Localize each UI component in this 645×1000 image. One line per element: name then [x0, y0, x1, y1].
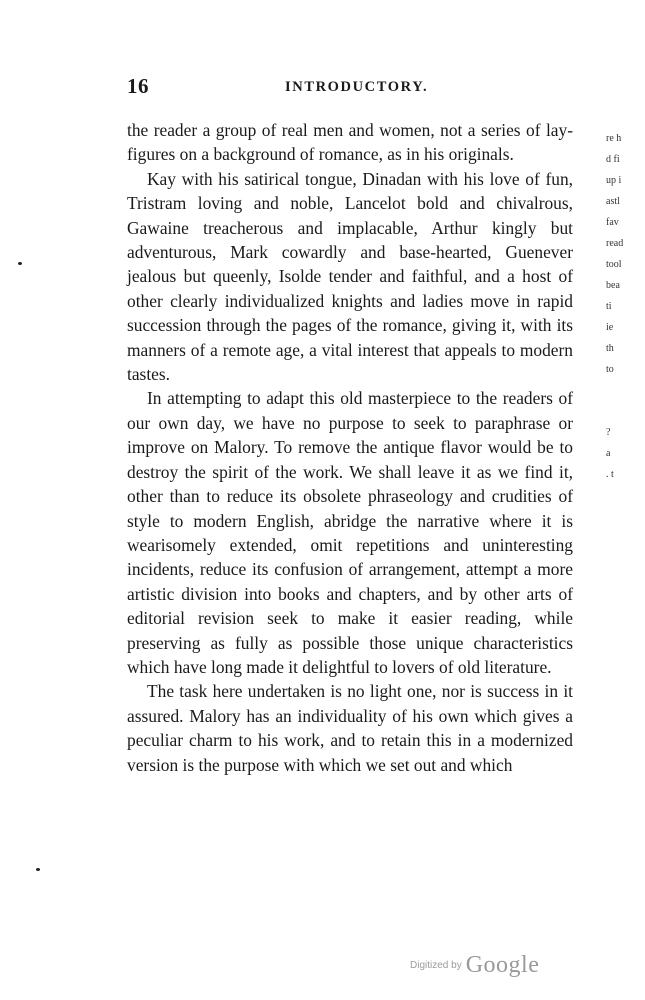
margin-fragment: bea: [606, 280, 620, 291]
margin-fragment: to: [606, 364, 614, 375]
margin-fragment: ie: [606, 322, 614, 333]
paragraph: In attempting to adapt this old masterpiece to the readers of our own day, we have no purpose to seek to paraphrase or improve on Malory. To remove the antique flavor would be to destroy the spirit of the work. We shall leave it as we find it, other than to reduce its obsolete phraseology and crudities of style to modern English, abridge the narrative where it is wearisomely extended, omit repetitions and uninteresting incidents, reduce its confusion of arrangement, attempt a more artistic division into books and chapters, and by other arts of editorial revision seek to make it easier reading, while preserving as fully as possible those unique characteristics which have long made it delightful to lovers of old literature.: [127, 388, 573, 677]
margin-fragment: up i: [606, 175, 622, 186]
running-head: INTRODUCTORY.: [285, 79, 429, 95]
watermark-prefix: Digitized by: [410, 960, 462, 971]
margin-fragment: . t: [606, 469, 614, 480]
page-number: 16: [127, 74, 149, 98]
margin-fragment: read: [606, 238, 624, 249]
scan-speck: [36, 868, 40, 871]
margin-fragment: ti: [606, 301, 612, 312]
margin-fragment: re h: [606, 133, 622, 144]
paragraph: The task here undertaken is no light one, nor is success in it assured. Malory has an individuality of his own which gives a peculiar charm to his work, and to retain this in a modernized version is the purpose with which we set out and which: [127, 681, 573, 775]
paragraph: the reader a group of real men and women, not a series of lay-figures on a background of romance, as in his originals.: [127, 120, 573, 165]
page-header: [127, 74, 572, 104]
bleed-through-margin-text: [606, 128, 642, 485]
paragraph: Kay with his satirical tongue, Dinadan with his love of fun, Tristram loving and noble, Lancelot bold and chivalrous, Gawaine treacherous and implacable, Arthur kingly but adventurous, Mark cowardly and base-hearted, Guenever jealous but queenly, Isolde tender and faithful, and a host of other clearly individualized knights and ladies move in rapid succession through the pages of the romance, giving it, with its manners of a remote age, a vital interest that appeals to modern tastes.: [127, 168, 573, 385]
margin-fragment: [606, 401, 642, 422]
margin-fragment: astl: [606, 196, 620, 207]
margin-fragment: a: [606, 448, 611, 459]
body-text: [127, 118, 573, 777]
margin-fragment: th: [606, 343, 614, 354]
margin-fragment: tool: [606, 259, 622, 270]
digitization-watermark: [410, 952, 539, 979]
watermark-brand: Google: [465, 952, 540, 978]
margin-fragment: fav: [606, 217, 619, 228]
margin-fragment: ?: [606, 427, 611, 438]
scan-speck: [18, 262, 22, 265]
margin-fragment: d fi: [606, 154, 620, 165]
margin-fragment: [606, 380, 642, 401]
